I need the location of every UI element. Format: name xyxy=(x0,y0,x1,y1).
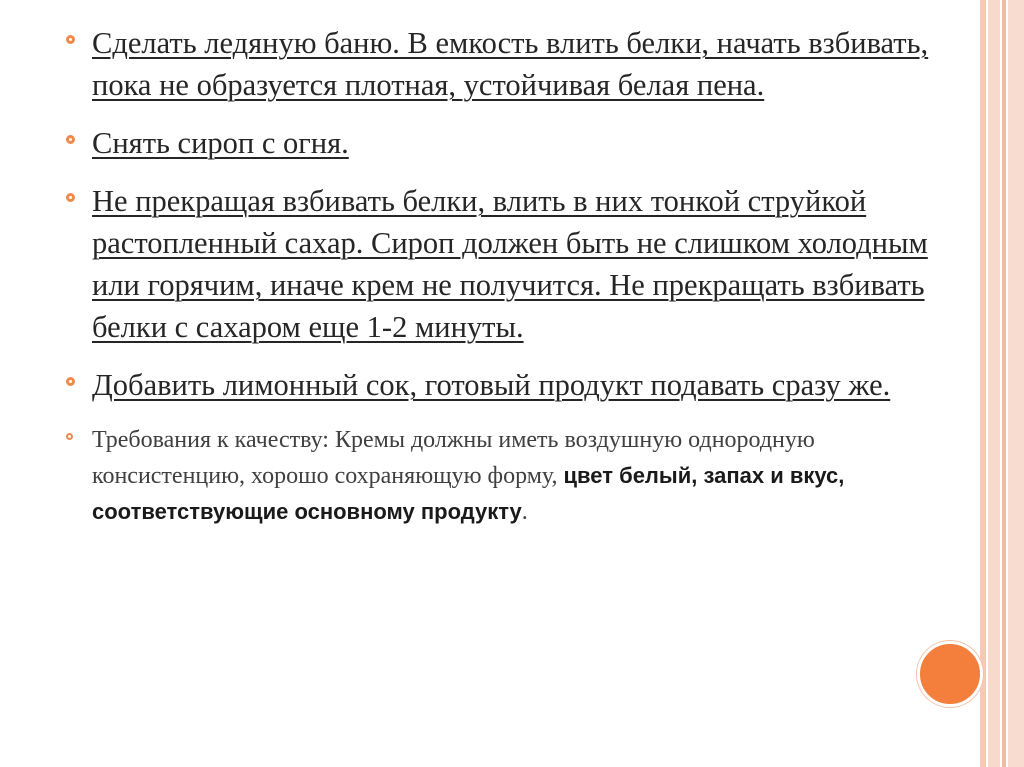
circle-bullet-icon xyxy=(66,193,75,202)
circle-bullet-icon xyxy=(66,135,75,144)
border-stripe xyxy=(1008,0,1024,767)
quality-text-plain: Требования к качеству: Кремы должны иметь воздушную однородную консистенцию, хорошо сохраняющую форму, xyxy=(92,427,815,489)
list-item xyxy=(66,122,946,164)
list-item xyxy=(66,22,946,106)
quality-text-end: . xyxy=(521,499,528,525)
border-stripe xyxy=(988,0,1000,767)
circle-bullet-icon xyxy=(66,35,75,44)
list-item-text: Снять сироп с огня. xyxy=(92,126,349,160)
list-item-text: Сделать ледяную баню. В емкость влить белки, начать взбивать, пока не образуется плотная, устойчивая белая пена. xyxy=(92,26,929,102)
circle-bullet-icon xyxy=(66,433,73,440)
orange-circle-decoration xyxy=(917,641,983,707)
quality-requirements-item xyxy=(66,422,946,530)
quality-requirements-text xyxy=(92,422,946,530)
list-item xyxy=(66,364,946,406)
quality-text-bold: цвет белый, запах и вкус, соответствующие основному продукту xyxy=(92,463,845,524)
circle-bullet-icon xyxy=(66,377,75,386)
bullet-list xyxy=(66,22,946,546)
list-item xyxy=(66,180,946,348)
list-item-text: Добавить лимонный сок, готовый продукт подавать сразу же. xyxy=(92,368,891,402)
list-item-text: Не прекращая взбивать белки, влить в них тонкой струйкой растопленный сахар. Сироп должен быть не слишком холодным или горячим, иначе крем не получится. Не прекращать взбивать белки с сахаром еще 1-2 минуты. xyxy=(92,184,928,344)
